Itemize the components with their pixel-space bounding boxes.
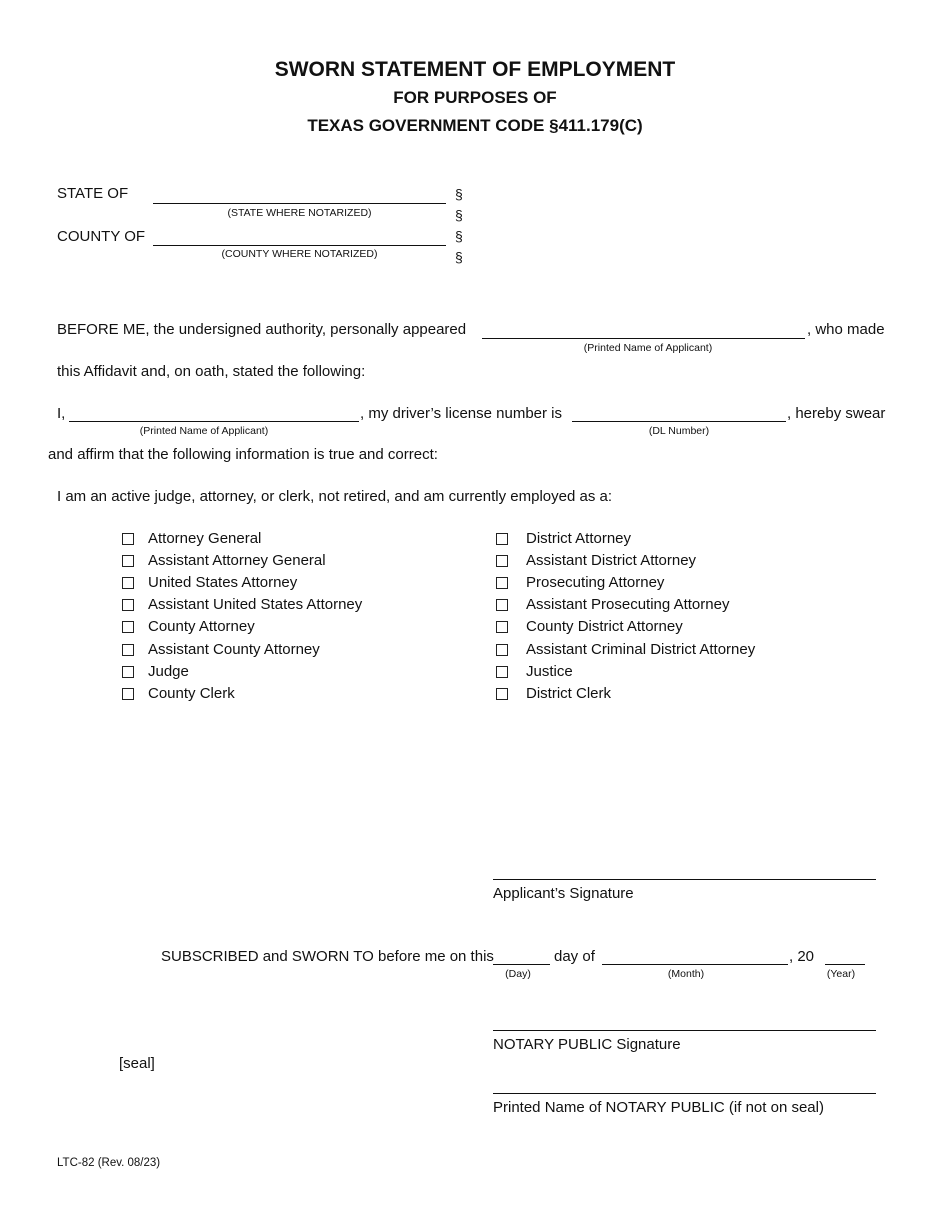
applicant-signature-label: Applicant’s Signature [493, 885, 634, 902]
day-field[interactable] [493, 964, 550, 965]
county-field[interactable] [153, 245, 446, 246]
form-number: LTC-82 (Rev. 08/23) [57, 1157, 161, 1169]
position-checkbox[interactable] [122, 644, 134, 656]
document-subtitle-1: FOR PURPOSES OF [393, 88, 557, 107]
position-label: Assistant United States Attorney [148, 596, 363, 614]
printed-name-caption: (Printed Name of Applicant) [139, 425, 269, 437]
employed-as-text: I am an active judge, attorney, or clerk, not retired, and am currently employed as a: [57, 488, 612, 505]
document-subtitle-2: TEXAS GOVERNMENT CODE §411.179(C) [307, 116, 643, 135]
section-mark: § [455, 249, 463, 265]
position-label: Assistant District Attorney [526, 552, 697, 570]
position-checkbox[interactable] [122, 688, 134, 700]
before-me-text: BEFORE ME, the undersigned authority, personally appeared [57, 321, 467, 338]
position-label: Assistant Prosecuting Attorney [526, 596, 730, 614]
notary-printed-name-field[interactable] [493, 1093, 876, 1094]
position-checkbox[interactable] [122, 533, 134, 545]
position-checkbox[interactable] [122, 666, 134, 678]
position-label: District Attorney [526, 530, 632, 547]
position-checkbox[interactable] [122, 599, 134, 611]
position-checkbox[interactable] [496, 644, 508, 656]
applicant-printed-name-field[interactable] [69, 421, 359, 422]
hereby-swear-text: , hereby swear [787, 405, 886, 422]
position-label: Judge [148, 662, 189, 680]
section-mark: § [455, 186, 463, 202]
county-caption: (COUNTY WHERE NOTARIZED) [221, 248, 378, 260]
year-prefix: , 20 [789, 948, 815, 965]
month-field[interactable] [602, 964, 788, 965]
position-label: Assistant Criminal District Attorney [526, 640, 756, 658]
position-label: Attorney General [148, 530, 262, 547]
position-label: County District Attorney [526, 618, 683, 636]
day-of-text: day of [554, 948, 595, 965]
position-checkbox[interactable] [496, 577, 508, 589]
position-label: Justice [526, 662, 573, 680]
section-mark: § [455, 228, 463, 244]
applicant-name-field[interactable] [482, 338, 805, 339]
position-label: Assistant County Attorney [148, 640, 320, 658]
year-caption: (Year) [826, 968, 856, 980]
position-checkbox[interactable] [496, 688, 508, 700]
applicant-signature-field[interactable] [493, 879, 876, 880]
seal-label: [seal] [119, 1055, 155, 1072]
position-label: Prosecuting Attorney [526, 574, 665, 592]
position-label: District Clerk [526, 684, 611, 702]
position-label: United States Attorney [148, 574, 298, 592]
i-prefix: I, [57, 405, 66, 422]
state-label: STATE OF [57, 185, 129, 202]
affidavit-line-2: this Affidavit and, on oath, stated the following: [57, 363, 366, 380]
license-text: , my driver’s license number is [360, 405, 563, 422]
state-field[interactable] [153, 203, 446, 204]
dl-number-field[interactable] [572, 421, 786, 422]
document-title: SWORN STATEMENT OF EMPLOYMENT [274, 58, 676, 81]
affirm-text: and affirm that the following information is true and correct: [48, 446, 438, 463]
position-checkbox[interactable] [496, 555, 508, 567]
position-checkbox[interactable] [122, 621, 134, 633]
year-field[interactable] [825, 964, 865, 965]
position-checkbox[interactable] [496, 533, 508, 545]
notary-signature-label: NOTARY PUBLIC Signature [493, 1036, 681, 1053]
notary-printed-name-label: Printed Name of NOTARY PUBLIC (if not on seal) [493, 1099, 824, 1116]
notary-signature-field[interactable] [493, 1030, 876, 1031]
position-checkbox[interactable] [122, 577, 134, 589]
position-checkbox[interactable] [496, 666, 508, 678]
month-caption: (Month) [667, 968, 705, 980]
position-label: County Attorney [148, 618, 255, 636]
dl-number-caption: (DL Number) [648, 425, 710, 437]
position-checkbox[interactable] [496, 599, 508, 611]
position-label: County Clerk [148, 684, 235, 702]
who-made-text: , who made [807, 321, 885, 338]
day-caption: (Day) [505, 968, 531, 980]
subscribed-text: SUBSCRIBED and SWORN TO before me on this [161, 948, 494, 965]
county-label: COUNTY OF [57, 228, 146, 245]
state-caption: (STATE WHERE NOTARIZED) [227, 207, 372, 219]
position-checkbox[interactable] [496, 621, 508, 633]
applicant-name-caption: (Printed Name of Applicant) [583, 342, 713, 354]
position-checkbox[interactable] [122, 555, 134, 567]
position-label: Assistant Attorney General [148, 552, 326, 570]
section-mark: § [455, 207, 463, 223]
